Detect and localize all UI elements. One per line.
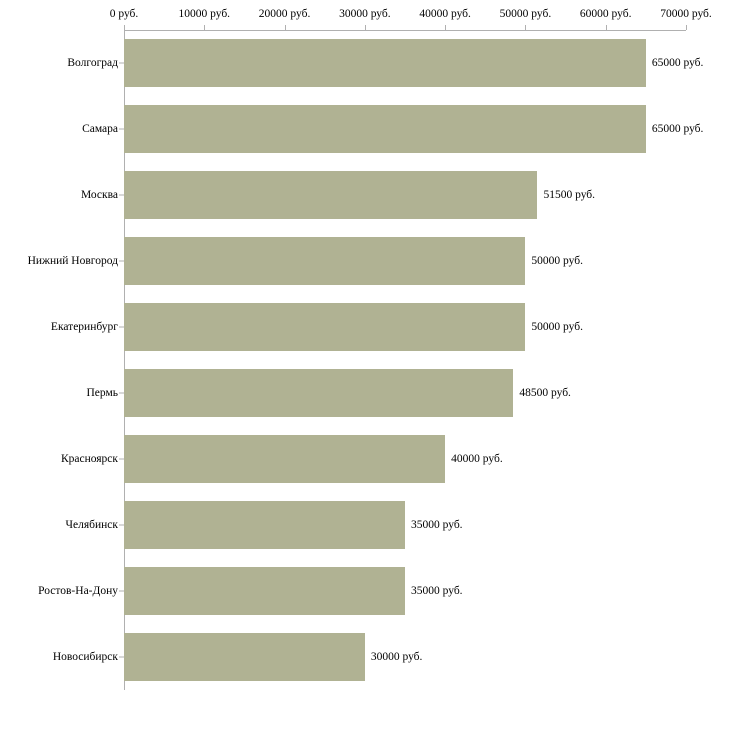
bar-value-label: 51500 руб. — [543, 189, 596, 201]
x-tick-label: 40000 руб. — [419, 8, 471, 20]
x-tick-label: 50000 руб. — [499, 8, 552, 20]
x-tick-mark — [445, 25, 446, 30]
category-label: Екатеринбург — [50, 321, 118, 333]
bar — [124, 435, 445, 483]
bar-value-label: 35000 руб. — [411, 585, 463, 597]
x-tick-label: 10000 руб. — [178, 8, 231, 20]
category-label: Волгоград — [67, 57, 118, 69]
x-tick-mark — [285, 25, 286, 30]
bar — [124, 39, 646, 87]
category-label: Челябинск — [65, 519, 118, 531]
x-tick-label: 70000 руб. — [660, 8, 712, 20]
bar — [124, 171, 537, 219]
x-tick-mark — [124, 25, 125, 30]
y-tick-mark — [119, 195, 124, 196]
x-tick-mark — [204, 25, 205, 30]
bar — [124, 501, 405, 549]
x-tick-mark — [606, 25, 607, 30]
bar-value-label: 50000 руб. — [531, 321, 583, 333]
bar-value-label: 65000 руб. — [651, 57, 704, 69]
bar-value-label: 40000 руб. — [451, 453, 503, 465]
y-tick-mark — [119, 393, 124, 394]
category-label: Самара — [82, 123, 118, 135]
y-tick-mark — [119, 591, 124, 592]
bar — [124, 369, 513, 417]
x-tick-mark — [365, 25, 366, 30]
category-label: Красноярск — [60, 453, 118, 465]
x-tick-label: 30000 руб. — [339, 8, 391, 20]
bar — [124, 633, 365, 681]
bar-value-label: 65000 руб. — [651, 123, 704, 135]
y-tick-mark — [119, 327, 124, 328]
x-tick-label: 0 руб. — [109, 8, 139, 20]
bar-value-label: 50000 руб. — [531, 255, 583, 267]
y-tick-mark — [119, 525, 124, 526]
x-tick-label: 20000 руб. — [258, 8, 311, 20]
category-label: Ростов-На-Дону — [38, 585, 118, 597]
bar — [124, 567, 405, 615]
bar-value-label: 30000 руб. — [370, 651, 423, 663]
bar — [124, 237, 525, 285]
bar-value-label: 35000 руб. — [411, 519, 463, 531]
y-tick-mark — [119, 63, 124, 64]
x-tick-mark — [525, 25, 526, 30]
y-tick-mark — [119, 657, 124, 658]
category-label: Новосибирск — [52, 651, 118, 663]
category-label: Москва — [80, 189, 118, 201]
bar — [124, 105, 646, 153]
y-tick-mark — [119, 129, 124, 130]
plot-area — [27, 30, 704, 690]
y-tick-mark — [119, 261, 124, 262]
x-tick-label: 60000 руб. — [579, 8, 632, 20]
category-label: Нижний Новгород — [27, 255, 118, 267]
category-label: Пермь — [86, 387, 118, 399]
y-tick-mark — [119, 459, 124, 460]
bar — [124, 303, 525, 351]
x-tick-mark — [686, 25, 687, 30]
bar-value-label: 48500 руб. — [519, 387, 571, 399]
